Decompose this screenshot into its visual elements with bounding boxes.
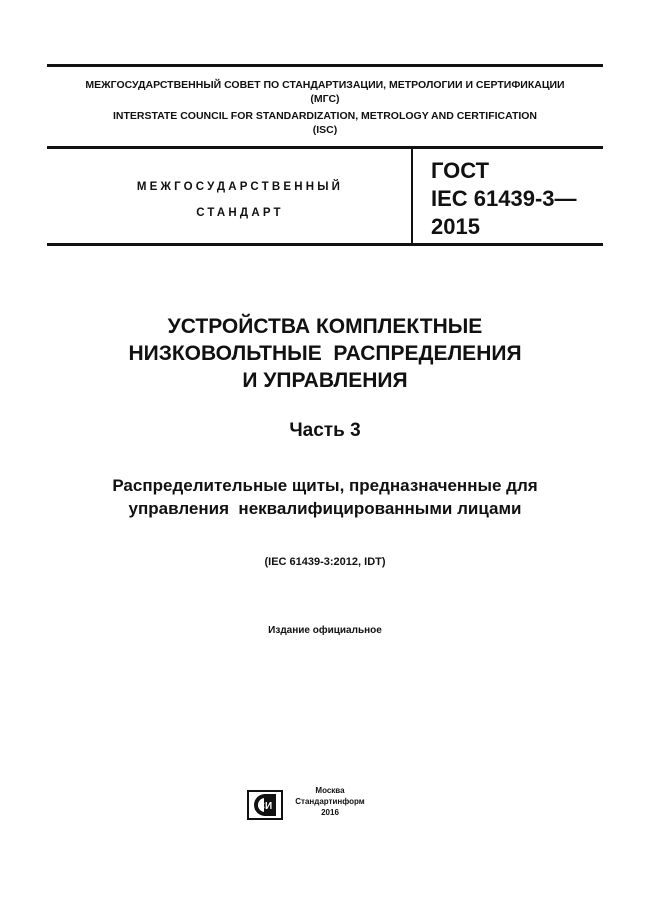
standard-type-line1: МЕЖГОСУДАРСТВЕННЫЙ [136, 181, 344, 193]
council-en-line1: INTERSTATE COUNCIL FOR STANDARDIZATION, METROLOGY AND CERTIFICATION [112, 110, 538, 122]
title-line2: НИЗКОВОЛЬТНЫЕ РАСПРЕДЕЛЕНИЯ [128, 342, 522, 365]
publisher-logo-icon [247, 790, 283, 820]
subtitle-line1: Распределительные щиты, предназначенные для [112, 476, 538, 495]
middle-rule [47, 146, 603, 149]
iec-reference: (IEC 61439-3:2012, IDT) [264, 556, 386, 568]
gost-line1: ГОСТ [431, 158, 490, 183]
publisher-name: Стандартинформ [295, 797, 365, 806]
council-en [47, 109, 603, 137]
gost-line2: IEC 61439-3— [431, 186, 577, 211]
subtitle-line2: управления неквалифицированными лицами [128, 499, 522, 518]
edition-note: Издание официальное [268, 625, 382, 636]
bottom-rule [47, 243, 603, 246]
gost-line3: 2015 [431, 214, 480, 239]
publisher-logo-text: СИ [257, 801, 273, 812]
top-rule [47, 64, 603, 67]
council-ru-line2: (МГС) [310, 93, 340, 105]
part-number: Часть 3 [289, 420, 361, 441]
title-line3: И УПРАВЛЕНИЯ [242, 369, 408, 392]
council-ru-line1: МЕЖГОСУДАРСТВЕННЫЙ СОВЕТ ПО СТАНДАРТИЗАЦИИ, МЕТРОЛОГИИ И СЕРТИФИКАЦИИ [85, 79, 565, 91]
publisher-info [280, 785, 380, 818]
document-title [47, 313, 603, 394]
publisher-year: 2016 [321, 808, 339, 817]
standard-type-label [100, 174, 380, 226]
council-ru [47, 78, 603, 106]
council-en-line2: (ISC) [312, 124, 338, 136]
publisher-logo [247, 790, 283, 820]
standard-type-line2: СТАНДАРТ [196, 207, 284, 219]
gost-designation [431, 157, 577, 241]
designation-divider [411, 147, 413, 244]
title-line1: УСТРОЙСТВА КОМПЛЕКТНЫЕ [167, 315, 483, 338]
document-subtitle [47, 474, 603, 520]
publisher-city: Москва [315, 786, 345, 795]
